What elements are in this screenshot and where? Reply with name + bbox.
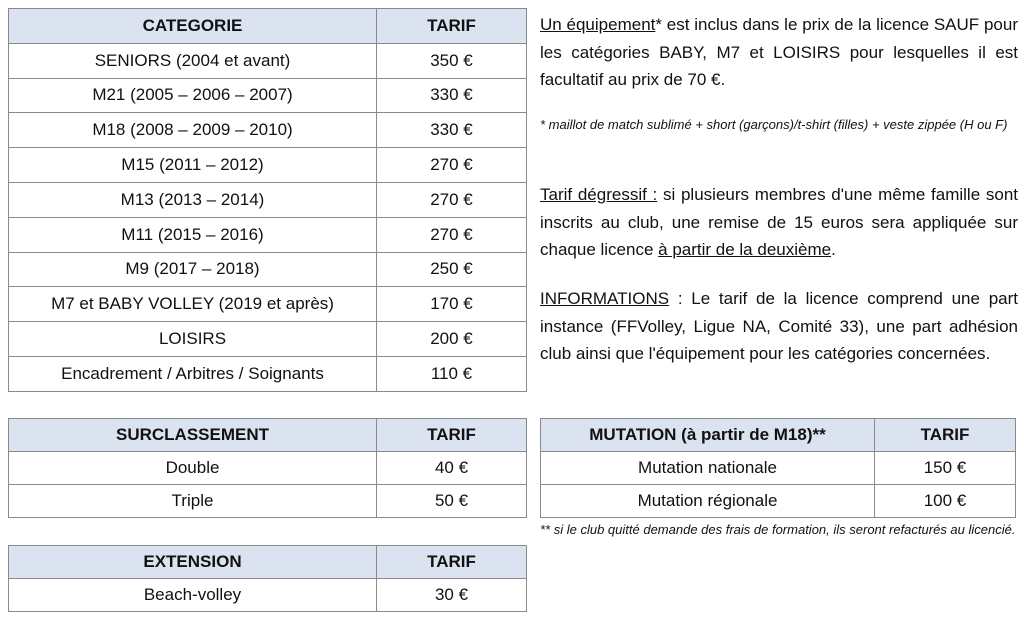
table-row [9, 148, 527, 183]
mutation-table [540, 418, 1016, 518]
tarif-body: si plusieurs membres d'une même famille sont inscrits au club, une remise de 15 euros sera appliquée sur chaque licence [540, 185, 1019, 259]
row-label-cell: Double [9, 452, 377, 485]
equipement-paragraph [540, 11, 1018, 94]
table-row [9, 43, 527, 78]
table-row [9, 78, 527, 113]
table-row [9, 287, 527, 322]
equipement-label: Un équipement [540, 15, 656, 34]
row-label-cell: M9 (2017 – 2018) [9, 252, 377, 287]
info-body: : Le tarif de la licence comprend une part instance (FFVolley, Ligue NA, Comité 33), une part adhésion club ainsi que l'équipement pour les catégories concernées. [540, 289, 1018, 363]
column-header-tarif: TARIF [377, 546, 527, 579]
row-label-cell: M7 et BABY VOLLEY (2019 et après) [9, 287, 377, 322]
table-row [9, 182, 527, 217]
price-cell: 100 € [875, 485, 1016, 518]
table-header-row [9, 546, 527, 579]
price-cell: 150 € [875, 452, 1016, 485]
price-cell: 350 € [377, 43, 527, 78]
equipement-footnote [540, 114, 1018, 135]
surclassement-table [8, 418, 527, 518]
row-label-cell: Mutation nationale [541, 452, 875, 485]
table-row [9, 252, 527, 287]
price-cell: 270 € [377, 182, 527, 217]
tarif-end: . [831, 240, 836, 259]
price-cell: 200 € [377, 322, 527, 357]
tarif-degressif-paragraph [540, 181, 1018, 264]
column-header-extension: EXTENSION [9, 546, 377, 579]
column-header-tarif: TARIF [377, 419, 527, 452]
row-label-cell: M13 (2013 – 2014) [9, 182, 377, 217]
row-label-cell: M15 (2011 – 2012) [9, 148, 377, 183]
equipement-note: * maillot de match sublimé + short (garçons)/t-shirt (filles) + veste zippée (H ou F) [540, 117, 1008, 132]
categories-table [8, 8, 527, 392]
extension-table [8, 545, 527, 612]
tarif-label: Tarif dégressif : [540, 185, 658, 204]
column-header-tarif: TARIF [377, 9, 527, 44]
row-label-cell: Mutation régionale [541, 485, 875, 518]
column-header-surclassement: SURCLASSEMENT [9, 419, 377, 452]
table-row [541, 452, 1016, 485]
price-cell: 40 € [377, 452, 527, 485]
table-row [9, 356, 527, 391]
price-cell: 50 € [377, 485, 527, 518]
row-label-cell: Encadrement / Arbitres / Soignants [9, 356, 377, 391]
table-header-row [9, 419, 527, 452]
row-label-cell: M11 (2015 – 2016) [9, 217, 377, 252]
mutation-note: ** si le club quitté demande des frais de formation, ils seront refacturés au licencié. [540, 522, 1016, 537]
row-label-cell: Triple [9, 485, 377, 518]
table-row [541, 485, 1016, 518]
informations-paragraph [540, 285, 1018, 368]
table-row [9, 322, 527, 357]
tarif-underlined: à partir de la deuxième [658, 240, 832, 259]
price-cell: 270 € [377, 217, 527, 252]
table-row [9, 113, 527, 148]
price-cell: 170 € [377, 287, 527, 322]
equipement-body: * est inclus dans le prix de la licence SAUF pour les catégories BABY, M7 et LOISIRS pour lesquelles il est facultatif au prix de 70 €. [540, 15, 1018, 89]
table-row [9, 485, 527, 518]
column-header-categorie: CATEGORIE [9, 9, 377, 44]
table-header-row [541, 419, 1016, 452]
mutation-footnote [540, 519, 1018, 540]
price-cell: 30 € [377, 579, 527, 612]
table-row [9, 452, 527, 485]
table-row [9, 579, 527, 612]
row-label-cell: M21 (2005 – 2006 – 2007) [9, 78, 377, 113]
row-label-cell: Beach-volley [9, 579, 377, 612]
price-cell: 330 € [377, 78, 527, 113]
table-row [9, 217, 527, 252]
price-cell: 270 € [377, 148, 527, 183]
column-header-tarif: TARIF [875, 419, 1016, 452]
row-label-cell: LOISIRS [9, 322, 377, 357]
column-header-mutation: MUTATION (à partir de M18)** [541, 419, 875, 452]
price-cell: 250 € [377, 252, 527, 287]
info-label: INFORMATIONS [540, 289, 670, 308]
price-cell: 110 € [377, 356, 527, 391]
price-cell: 330 € [377, 113, 527, 148]
row-label-cell: SENIORS (2004 et avant) [9, 43, 377, 78]
row-label-cell: M18 (2008 – 2009 – 2010) [9, 113, 377, 148]
table-header-row [9, 9, 527, 44]
